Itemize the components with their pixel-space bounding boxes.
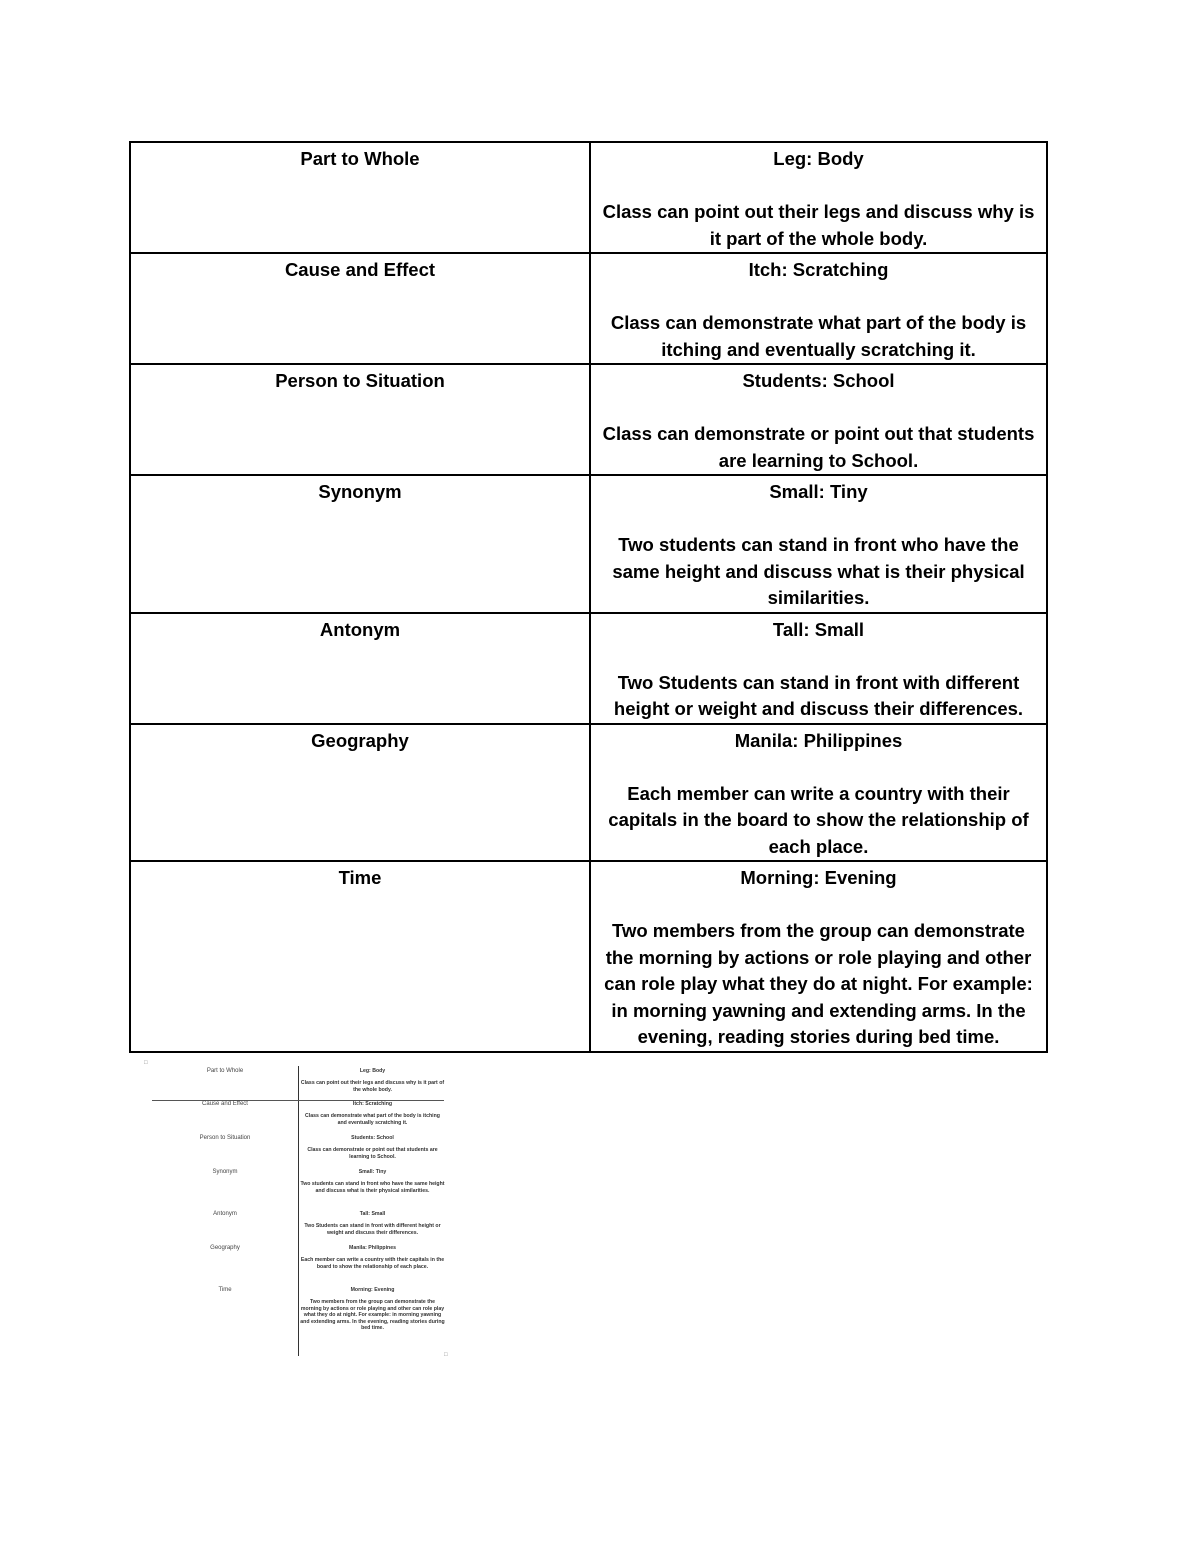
example-description: Two members from the group can demonstrate the morning by actions or role playing and other can role play what they do at night. For example: in morning yawning and extending arms. In the evening, reading stories during bed time. <box>604 920 1033 1047</box>
table-row <box>130 253 1047 364</box>
example-description: Each member can write a country with their capitals in the board to show the relationship of each place. <box>608 782 1029 857</box>
table-row <box>130 724 1047 862</box>
table-row <box>130 613 1047 724</box>
table-row <box>130 364 1047 475</box>
category-cell: Antonym <box>130 613 590 724</box>
analogy-table <box>129 141 1048 1053</box>
example-description: Class can demonstrate or point out that students are learning to School. <box>602 423 1035 471</box>
example-cell <box>590 861 1047 1052</box>
thumbnail-category: Person to Situation <box>199 1135 251 1141</box>
table-row <box>130 142 1047 253</box>
thumbnail-category: Time <box>218 1287 232 1293</box>
thumbnail-example: Morning: Evening Two members from the group can demonstrate the morning by actions or role playing and other can role play what they do at night. For example: in morning yawning and extending arms. In the evening, reading stories during bed time. <box>300 1287 445 1332</box>
category-cell: Time <box>130 861 590 1052</box>
thumbnail-example: Leg: Body Class can point out their legs and discuss why is it part of the whole body. <box>300 1068 445 1093</box>
example-pair: Morning: Evening <box>740 867 897 888</box>
table-thumbnail-image <box>140 1058 460 1358</box>
category-cell: Synonym <box>130 475 590 613</box>
thumbnail-example: Manila: Philippines Each member can write a country with their capitals in the board to show the relationship of each place. <box>300 1245 445 1270</box>
example-cell <box>590 724 1047 862</box>
example-cell <box>590 475 1047 613</box>
thumbnail-category: Cause and Effect <box>202 1101 248 1107</box>
thumbnail-category: Part to Whole <box>206 1068 244 1074</box>
example-pair: Manila: Philippines <box>734 729 903 751</box>
category-cell: Geography <box>130 724 590 862</box>
example-cell <box>590 142 1047 253</box>
example-pair: Students: School <box>742 370 895 391</box>
example-description: Two students can stand in front who have the same height and discuss what is their physical similarities. <box>612 534 1025 608</box>
category-cell: Cause and Effect <box>130 253 590 364</box>
table-row <box>130 861 1047 1052</box>
example-description: Class can point out their legs and discuss why is it part of the whole body. <box>602 201 1035 249</box>
category-cell: Person to Situation <box>130 364 590 475</box>
thumbnail-corner-mark: □ <box>144 1060 148 1066</box>
example-pair: Leg: Body <box>773 148 864 169</box>
example-description: Two Students can stand in front with different height or weight and discuss their differences. <box>613 671 1024 719</box>
thumbnail-corner-mark: □ <box>444 1352 448 1358</box>
thumbnail-category: Synonym <box>212 1169 238 1175</box>
thumbnail-example: Itch: Scratching Class can demonstrate what part of the body is itching and eventually scratching it. <box>305 1101 440 1126</box>
thumbnail-example: Small: Tiny Two students can stand in front who have the same height and discuss what is their physical similarities. <box>300 1169 445 1194</box>
example-cell <box>590 613 1047 724</box>
thumbnail-category: Antonym <box>213 1211 237 1217</box>
thumbnail-example: Tall: Small Two Students can stand in front with different height or weight and discuss their differences. <box>304 1211 441 1236</box>
example-cell <box>590 253 1047 364</box>
example-pair: Small: Tiny <box>769 481 868 502</box>
thumbnail-category: Geography <box>210 1245 240 1251</box>
table-row <box>130 475 1047 613</box>
example-pair: Itch: Scratching <box>748 259 889 280</box>
thumbnail-example: Students: School Class can demonstrate or point out that students are learning to School. <box>307 1135 438 1160</box>
example-cell <box>590 364 1047 475</box>
example-description: Class can demonstrate what part of the body is itching and eventually scratching it. <box>610 312 1027 360</box>
example-pair: Tall: Small <box>772 618 865 640</box>
thumbnail-column-divider <box>298 1066 299 1356</box>
category-cell: Part to Whole <box>130 142 590 253</box>
